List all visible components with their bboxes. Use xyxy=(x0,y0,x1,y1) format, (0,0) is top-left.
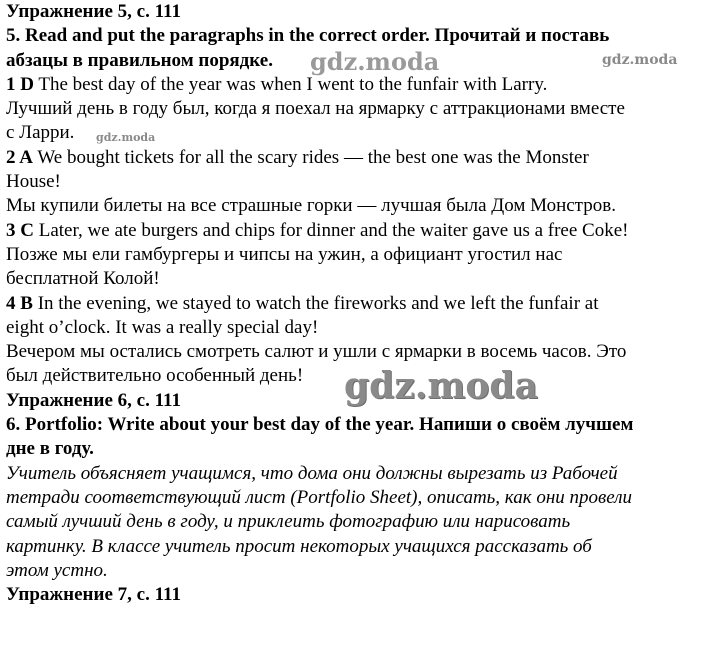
paragraph-2-label: 2 A xyxy=(6,146,33,168)
paragraph-1-en-text: The best day of the year was when I went to the funfair with Larry. xyxy=(33,73,548,95)
paragraph-3-en xyxy=(6,219,724,243)
exercise-6-task-line-2: дне в году. xyxy=(6,438,94,460)
paragraph-4-label: 4 B xyxy=(6,292,33,314)
watermark: gdz.moda xyxy=(602,52,678,68)
paragraph-1-ru-line-2: с Ларри. xyxy=(6,122,75,144)
paragraph-4-en-line-1 xyxy=(6,292,724,316)
paragraph-4-ru-line-2: был действительно особенный день! xyxy=(6,365,304,387)
paragraph-3-ru-line-2: бесплатной Колой! xyxy=(6,268,160,290)
exercise-5-task-line-1: 5. Read and put the paragraphs in the correct order. Прочитай и поставь xyxy=(6,25,610,47)
teacher-note-line: Учитель объясняет учащимся, что дома они должны вырезать из Рабочей xyxy=(6,462,618,484)
watermark: gdz.moda xyxy=(344,365,538,407)
paragraph-1-en xyxy=(6,73,724,97)
paragraph-3-ru-line-1: Позже мы ели гамбургеры и чипсы на ужин, а официант угостил нас xyxy=(6,243,563,265)
exercise-5-heading: Упражнение 5, с. 111 xyxy=(6,1,181,22)
document-page xyxy=(6,0,724,607)
paragraph-4-en-text: In the evening, we stayed to watch the fireworks and we left the funfair at xyxy=(32,292,599,314)
teacher-note-line: картинку. В классе учитель просит некоторых учащихся рассказать об xyxy=(6,535,592,557)
exercise-5-task-line-2: абзацы в правильном порядке. xyxy=(6,49,273,71)
teacher-note-line: этом устно. xyxy=(6,559,108,581)
paragraph-3-label: 3 C xyxy=(6,219,34,241)
paragraph-2-ru: Мы купили билеты на все страшные горки — лучшая была Дом Монстров. xyxy=(6,195,616,217)
watermark: gdz.moda xyxy=(310,47,440,76)
paragraph-1-ru-line-1: Лучший день в году был, когда я поехал на ярмарку с аттракционами вместе xyxy=(6,98,625,120)
paragraph-2-en-text: We bought tickets for all the scary rides — the best one was the Monster xyxy=(32,146,589,168)
watermark: gdz.moda xyxy=(96,131,156,144)
paragraph-4-ru-line-1: Вечером мы остались смотреть салют и ушли с ярмарки в восемь часов. Это xyxy=(6,341,627,363)
paragraph-2-en-line-2: House! xyxy=(6,171,61,193)
teacher-note-line: тетради соответствующий лист (Portfolio Sheet), описать, как они провели xyxy=(6,486,633,508)
paragraph-3-en-text: Later, we ate burgers and chips for dinner and the waiter gave us a free Coke! xyxy=(33,219,629,241)
exercise-6-heading: Упражнение 6, с. 111 xyxy=(6,389,181,411)
exercise-6-task-line-1: 6. Portfolio: Write about your best day of the year. Напиши о своём лучшем xyxy=(6,414,634,436)
paragraph-4-en-line-2: eight o’clock. It was a really special day! xyxy=(6,316,319,338)
teacher-note-line: самый лучший день в году, и приклеить фотографию или нарисовать xyxy=(6,511,571,533)
paragraph-1-label: 1 D xyxy=(6,73,34,95)
exercise-7-heading: Упражнение 7, с. 111 xyxy=(6,584,181,606)
